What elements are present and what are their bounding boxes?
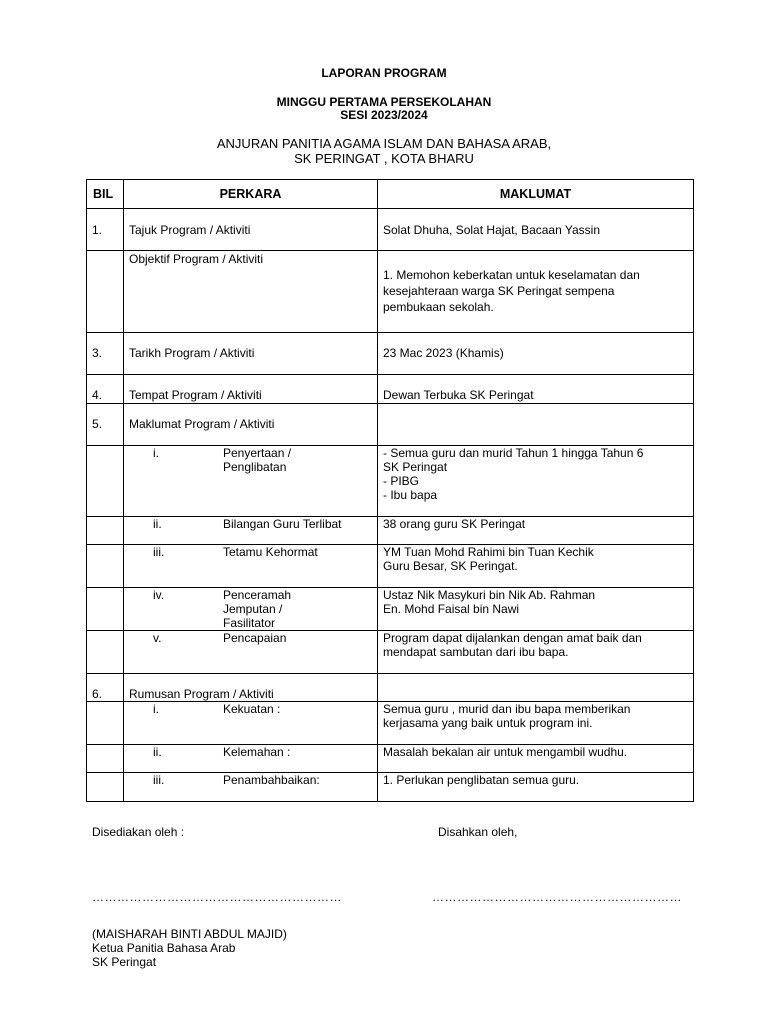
table-row [87, 702, 694, 745]
table-row [87, 588, 694, 631]
preparer-name: (MAISHARAH BINTI ABDUL MAJID) [92, 927, 287, 941]
sub-number: i. [153, 702, 159, 716]
sub-number: iv. [153, 588, 165, 602]
cell-perkara: Tajuk Program / Aktiviti [124, 209, 378, 251]
cell-perkara [124, 446, 378, 517]
sub-text: Penambahbaikan: [223, 773, 320, 787]
cell-bil: 5. [87, 404, 124, 446]
cell-maklumat: 38 orang guru SK Peringat [378, 517, 694, 545]
cell-perkara: Tarikh Program / Aktiviti [124, 333, 378, 375]
cell-perkara [124, 773, 378, 802]
approved-by-label: Disahkan oleh, [438, 825, 518, 839]
table-row [87, 333, 694, 375]
cell-bil: 6. [87, 674, 124, 702]
sub-text: Kekuatan : [223, 702, 281, 716]
table-row [87, 517, 694, 545]
cell-maklumat [378, 674, 694, 702]
sub-text: Penyertaan / Penglibatan [223, 446, 292, 474]
sub-number: ii. [153, 517, 162, 531]
sub-text: Kelemahan : [223, 745, 291, 759]
signature-line-left: …………………………………………………… [92, 890, 342, 904]
header-bil: BIL [87, 180, 124, 209]
cell-bil: 1. [87, 209, 124, 251]
cell-bil: 3. [87, 333, 124, 375]
cell-maklumat: - Semua guru dan murid Tahun 1 hingga Tahun 6 SK Peringat - PIBG - Ibu bapa [378, 446, 694, 517]
cell-maklumat: Semua guru , murid dan ibu bapa memberikan kerjasama yang baik untuk program ini. [378, 702, 694, 745]
cell-perkara: Maklumat Program / Aktiviti [124, 404, 378, 446]
report-subtitle-1: MINGGU PERTAMA PERSEKOLAHAN [276, 95, 492, 109]
table-row [87, 375, 694, 404]
prepared-by-label: Disediakan oleh : [92, 825, 185, 839]
cell-perkara [124, 517, 378, 545]
cell-maklumat: 1. Perlukan penglibatan semua guru. [378, 773, 694, 802]
cell-maklumat: 1. Memohon keberkatan untuk keselamatan dan kesejahteraan warga SK Peringat sempena pembukaan sekolah. [378, 251, 694, 333]
cell-perkara: Objektif Program / Aktiviti [124, 251, 378, 333]
sub-text: Bilangan Guru Terlibat [223, 517, 342, 531]
report-table [86, 179, 694, 802]
cell-maklumat: Masalah bekalan air untuk mengambil wudhu. [378, 745, 694, 773]
cell-perkara [124, 631, 378, 674]
cell-perkara: Rumusan Program / Aktiviti [124, 674, 378, 702]
cell-perkara [124, 588, 378, 631]
sub-text: Penceramah Jemputan / Fasilitator [223, 588, 292, 630]
preparer-school: SK Peringat [92, 955, 157, 969]
cell-perkara [124, 745, 378, 773]
cell-maklumat: YM Tuan Mohd Rahimi bin Tuan Kechik Guru Besar, SK Peringat. [378, 545, 694, 588]
table-row [87, 545, 694, 588]
table-row [87, 674, 694, 702]
organizer-line-1: ANJURAN PANITIA AGAMA ISLAM DAN BAHASA ARAB, [216, 136, 552, 151]
header-perkara: PERKARA [124, 180, 378, 209]
cell-maklumat: Ustaz Nik Masykuri bin Nik Ab. Rahman En. Mohd Faisal bin Nawi [378, 588, 694, 631]
report-title: LAPORAN PROGRAM [321, 66, 447, 80]
table-row [87, 251, 694, 333]
cell-maklumat [378, 404, 694, 446]
sub-number: ii. [153, 745, 162, 759]
sub-text: Tetamu Kehormat [223, 545, 318, 559]
table-row [87, 745, 694, 773]
sub-number: iii. [153, 545, 165, 559]
organizer-line-2: SK PERINGAT , KOTA BHARU [294, 151, 474, 166]
report-subtitle-2: SESI 2023/2024 [340, 108, 428, 122]
table-row [87, 404, 694, 446]
signature-line-right: …………………………………………………… [432, 890, 682, 904]
table-header-row [87, 180, 694, 209]
sub-number: i. [153, 446, 159, 460]
table-row [87, 446, 694, 517]
table-row [87, 631, 694, 674]
sub-number: iii. [153, 773, 165, 787]
table-row [87, 209, 694, 251]
sub-text: Pencapaian [223, 631, 287, 645]
cell-maklumat: Solat Dhuha, Solat Hajat, Bacaan Yassin [378, 209, 694, 251]
cell-bil [87, 251, 124, 333]
cell-perkara: Tempat Program / Aktiviti [124, 375, 378, 404]
cell-perkara [124, 545, 378, 588]
preparer-position: Ketua Panitia Bahasa Arab [92, 941, 236, 955]
cell-bil: 4. [87, 375, 124, 404]
sub-number: v. [153, 631, 162, 645]
header-maklumat: MAKLUMAT [378, 180, 694, 209]
cell-perkara [124, 702, 378, 745]
cell-maklumat: Dewan Terbuka SK Peringat [378, 375, 694, 404]
cell-maklumat: Program dapat dijalankan dengan amat baik dan mendapat sambutan dari ibu bapa. [378, 631, 694, 674]
table-row [87, 773, 694, 802]
cell-maklumat: 23 Mac 2023 (Khamis) [378, 333, 694, 375]
